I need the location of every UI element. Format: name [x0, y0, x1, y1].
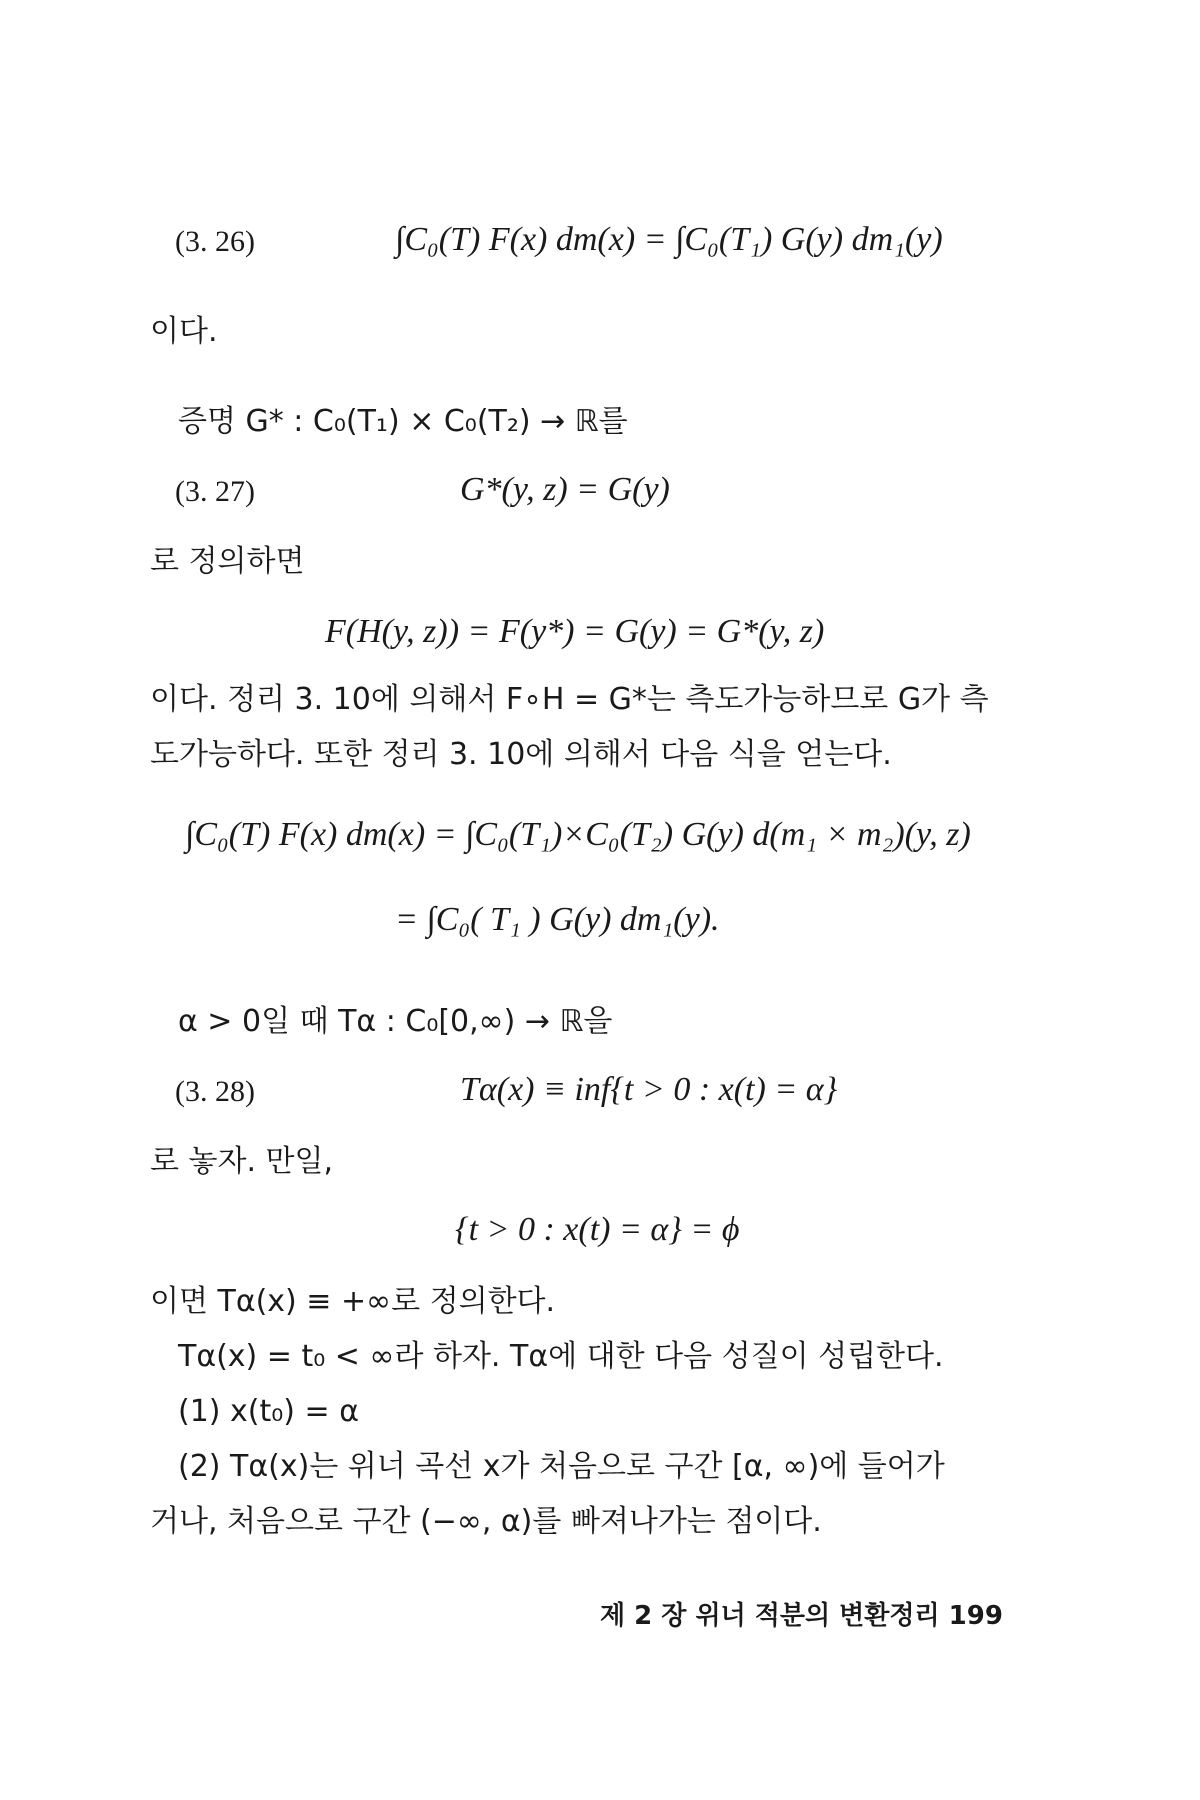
equation-number-3-26: (3. 26) — [175, 225, 255, 258]
text-line: (2) Tα(x)는 위너 곡선 x가 처음으로 구간 [α, ∞)에 들어가 — [178, 1449, 945, 1484]
text-line: 거나, 처음으로 구간 (−∞, α)를 빠져나가는 점이다. — [150, 1504, 822, 1539]
text-line: (1) x(t₀) = α — [178, 1394, 359, 1429]
proof-intro: 증명 G* : C₀(T₁) × C₀(T₂) → ℝ를 — [178, 404, 628, 439]
equation-fh: F(H(y, z)) = F(y*) = G(y) = G*(y, z) — [325, 613, 825, 650]
text-line: 로 정의하면 — [150, 544, 305, 579]
text-line: α > 0일 때 Tα : C₀[0,∞) → ℝ을 — [178, 1004, 613, 1039]
equation-3-28: Tα(x) ≡ inf{t > 0 : x(t) = α} — [460, 1071, 838, 1108]
equation-number-3-28: (3. 28) — [175, 1075, 255, 1108]
equation-long-1: ∫C₀(T) F(x) dm(x) = ∫C₀(T₁)×C₀(T₂) G(y) d(m₁ × m₂)(y, z) — [185, 816, 971, 853]
equation-long-2: = ∫C₀( T₁ ) G(y) dm₁(y). — [395, 901, 720, 938]
text-line: 로 놓자. 만일, — [150, 1144, 334, 1179]
text-line: 이면 Tα(x) ≡ +∞로 정의한다. — [150, 1284, 556, 1319]
equation-set: {t > 0 : x(t) = α} = ϕ — [455, 1211, 740, 1248]
equation-number-3-27: (3. 27) — [175, 475, 255, 508]
page-footer: 제 2 장 위너 적분의 변환정리 199 — [600, 1601, 1003, 1631]
text-line: 이다. — [150, 314, 218, 349]
text-line: Tα(x) = t₀ < ∞라 하자. Tα에 대한 다음 성질이 성립한다. — [178, 1339, 944, 1374]
equation-3-27: G*(y, z) = G(y) — [460, 471, 670, 508]
equation-3-26: ∫C₀(T) F(x) dm(x) = ∫C₀(T₁) G(y) dm₁(y) — [395, 221, 943, 258]
text-line: 이다. 정리 3. 10에 의해서 F∘H = G*는 측도가능하므로 G가 측 — [150, 682, 989, 717]
text-line: 도가능하다. 또한 정리 3. 10에 의해서 다음 식을 얻는다. — [150, 737, 892, 772]
